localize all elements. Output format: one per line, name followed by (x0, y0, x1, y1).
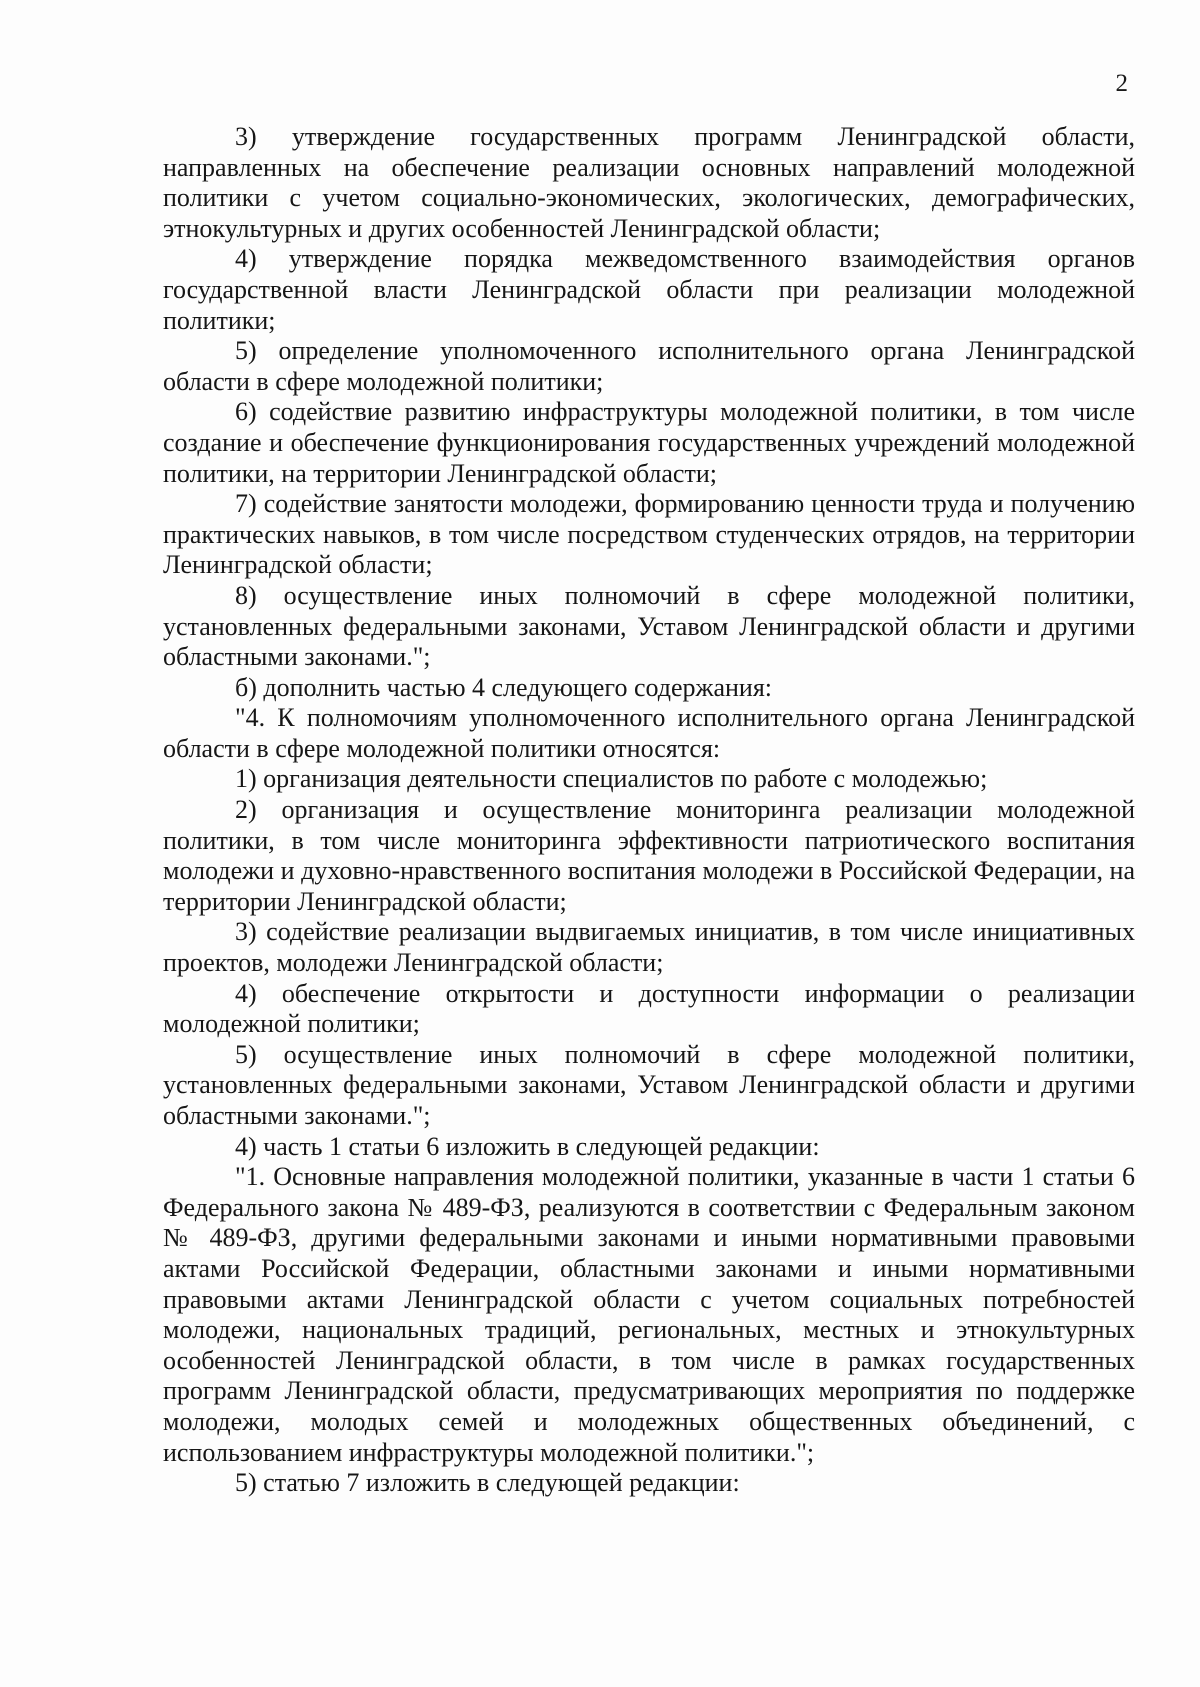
paragraph-item-8-other-powers: 8) осуществление иных полномочий в сфере молодежной политики, установленных федеральными законами, Уставом Ленинградской области и другими областными законами."; (163, 580, 1135, 672)
paragraph-b-add-part-4: б) дополнить частью 4 следующего содержания: (235, 672, 773, 702)
paragraph-article-6-part-1: "1. Основные направления молодежной политики, указанные в части 1 статьи 6 Федерального закона № 489-ФЗ, реализуются в соответствии с Федеральным законом № 489-ФЗ, другими федеральными законами и иными нормативными правовыми актами Российской Федерации, областными законами и иными нормативными правовыми актами Ленинградской области с учетом социальных потребностей молодежи, национальных традиций, региональных, местных и этнокультурных особенностей Ленинградской области, в том числе в рамках государственных программ Ленинградской области, предусматривающих мероприятия по поддержке молодежи, молодых семей и молодежных общественных объединений, с использованием инфраструктуры молодежной политики."; (163, 1162, 1135, 1467)
paragraph-part-4-item-2: 2) организация и осуществление мониторинга реализации молодежной политики, в том числе мониторинга эффективности патриотического воспитания молодежи и духовно-нравственного воспитания молодежи в Российской Федерации, на территории Ленинградской области; (163, 795, 1135, 916)
paragraph-item-5-authorized-body: 5) определение уполномоченного исполнительного органа Ленинградской области в сфере молодежной политики; (163, 336, 1135, 396)
paragraph-item-3-approve-programs: 3) утверждение государственных программ Ленинградской области, направленных на обеспечение реализации основных направлений молодежной политики с учетом социально-экономических, экологических, демографических, этнокультурных и других особенностей Ленинградской области; (163, 122, 1135, 243)
paragraph-part-4-item-4: 4) обеспечение открытости и доступности информации о реализации молодежной политики; (163, 978, 1135, 1039)
paragraph-amend-article-7: 5) статью 7 изложить в следующей редакции: (235, 1468, 740, 1498)
paragraph-part-4-item-5: 5) осуществление иных полномочий в сфере молодежной политики, установленных федеральными законами, Уставом Ленинградской области и другими областными законами."; (163, 1039, 1135, 1130)
paragraph-part-4-item-1: 1) организация деятельности специалистов по работе с молодежью; (235, 764, 988, 794)
page-number: 2 (1115, 70, 1128, 97)
paragraph-part-4-item-3: 3) содействие реализации выдвигаемых инициатив, в том числе инициативных проектов, молодежи Ленинградской области; (163, 917, 1135, 978)
paragraph-part-4-intro: "4. К полномочиям уполномоченного исполнительного органа Ленинградской области в сфере молодежной политики относятся: (163, 703, 1135, 763)
paragraph-item-4-interagency-order: 4) утверждение порядка межведомственного взаимодействия органов государственной власти Ленинградской области при реализации молодежной политики; (163, 244, 1135, 335)
document-body (163, 122, 1135, 1499)
paragraph-item-7-employment: 7) содействие занятости молодежи, формированию ценности труда и получению практических навыков, в том числе посредством студенческих отрядов, на территории Ленинградской области; (163, 489, 1135, 580)
paragraph-amend-article-6: 4) часть 1 статьи 6 изложить в следующей редакции: (235, 1131, 820, 1161)
paragraph-item-6-infrastructure: 6) содействие развитию инфраструктуры молодежной политики, в том числе создание и обеспечение функционирования государственных учреждений молодежной политики, на территории Ленинградской области; (163, 397, 1135, 488)
